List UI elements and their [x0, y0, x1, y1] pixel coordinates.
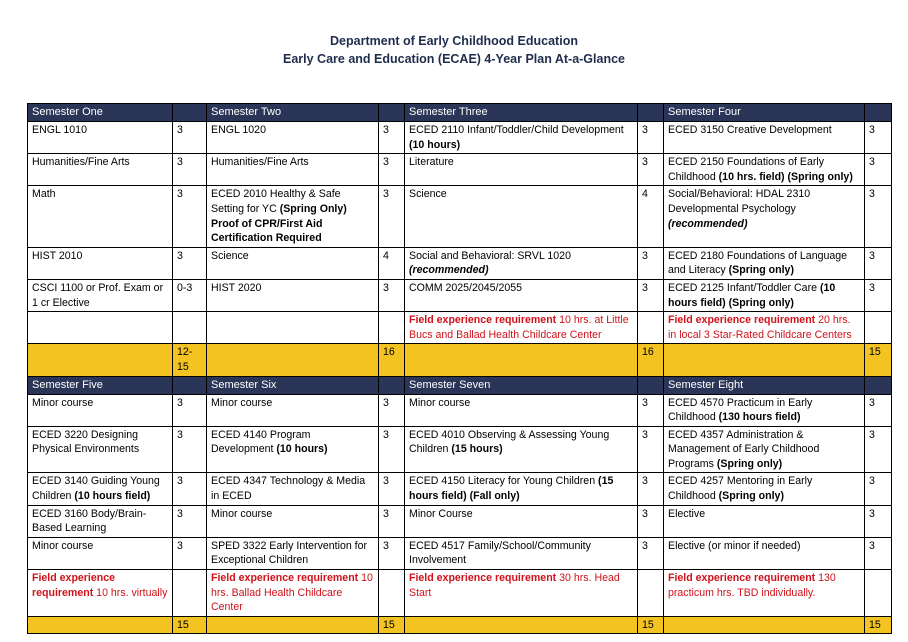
total-hours: 16 [379, 344, 405, 376]
semester-eight-header: Semester Eight [664, 376, 865, 394]
semester-header-row [28, 376, 892, 394]
credit-hours: 3 [865, 394, 892, 426]
course-cell: ECED 4357 Administration & Management of Early Childhood Programs (Spring only) [664, 426, 865, 473]
course-cell: Elective [664, 505, 865, 537]
total-hours: 15 [865, 616, 892, 634]
course-cell: Social/Behavioral: HDAL 2310 Developmental Psychology (recommended) [664, 186, 865, 247]
course-cell: Social and Behavioral: SRVL 1020 (recommended) [405, 247, 638, 279]
course-cell: COMM 2025/2045/2055 [405, 279, 638, 311]
course-cell: ECED 2125 Infant/Toddler Care (10 hours field) (Spring only) [664, 279, 865, 311]
credit-hours: 3 [173, 394, 207, 426]
credit-hours: 3 [173, 186, 207, 247]
course-cell: Science [207, 247, 379, 279]
course-cell: HIST 2010 [28, 247, 173, 279]
course-cell: Humanities/Fine Arts [207, 154, 379, 186]
course-cell: ECED 3150 Creative Development [664, 122, 865, 154]
credit-hours: 3 [379, 394, 405, 426]
credit-hours: 3 [865, 505, 892, 537]
credit-hours: 3 [173, 505, 207, 537]
credit-hours: 3 [638, 537, 664, 569]
credit-hours: 3 [379, 473, 405, 505]
course-cell: Literature [405, 154, 638, 186]
field-experience-note: Field experience requirement 20 hrs. in local 3 Star-Rated Childcare Centers [664, 312, 865, 344]
credit-hours: 3 [865, 537, 892, 569]
course-cell: Minor course [207, 505, 379, 537]
credit-hours: 3 [379, 154, 405, 186]
credit-hours: 3 [173, 426, 207, 473]
semester-three-header: Semester Three [405, 104, 638, 122]
course-cell: Minor course [28, 537, 173, 569]
course-cell: ECED 2150 Foundations of Early Childhood (10 hrs. field) (Spring only) [664, 154, 865, 186]
course-cell: ECED 3140 Guiding Young Children (10 hours field) [28, 473, 173, 505]
total-hours: 12-15 [173, 344, 207, 376]
table-row [28, 279, 892, 311]
credit-hours: 3 [173, 537, 207, 569]
course-cell: ECED 4010 Observing & Assessing Young Children (15 hours) [405, 426, 638, 473]
table-row [28, 154, 892, 186]
total-hours: 15 [638, 616, 664, 634]
course-cell: ECED 3160 Body/Brain-Based Learning [28, 505, 173, 537]
total-hours: 15 [173, 616, 207, 634]
four-year-plan-table [27, 103, 892, 634]
total-hours: 15 [865, 344, 892, 376]
field-experience-note: Field experience requirement 10 hrs. at Little Bucs and Ballad Health Childcare Center [405, 312, 638, 344]
credit-hours: 3 [865, 122, 892, 154]
field-experience-note: Field experience requirement 10 hrs. virtually [28, 570, 173, 617]
course-cell: Math [28, 186, 173, 247]
credit-hours: 3 [379, 537, 405, 569]
table-row [28, 505, 892, 537]
credit-hours: 3 [865, 279, 892, 311]
table-row [28, 122, 892, 154]
course-cell: Minor course [405, 394, 638, 426]
department-title: Department of Early Childhood Education [330, 34, 578, 48]
credit-hours: 3 [379, 505, 405, 537]
field-experience-note: Field experience requirement 10 hrs. Ballad Health Childcare Center [207, 570, 379, 617]
credit-hours: 3 [638, 154, 664, 186]
course-cell: CSCI 1100 or Prof. Exam or 1 cr Elective [28, 279, 173, 311]
credit-hours: 3 [638, 473, 664, 505]
course-cell: ECED 4517 Family/School/Community Involvement [405, 537, 638, 569]
course-cell: Minor course [28, 394, 173, 426]
table-row [28, 247, 892, 279]
table-row [28, 426, 892, 473]
table-row [28, 537, 892, 569]
course-cell: Minor course [207, 394, 379, 426]
credit-hours: 3 [865, 426, 892, 473]
table-row [28, 473, 892, 505]
total-hours: 16 [638, 344, 664, 376]
credit-hours: 4 [638, 186, 664, 247]
credit-hours: 3 [173, 122, 207, 154]
table-row [28, 186, 892, 247]
credit-hours: 3 [173, 154, 207, 186]
credit-hours: 3 [638, 394, 664, 426]
course-cell: SPED 3322 Early Intervention for Exceptional Children [207, 537, 379, 569]
credit-hours: 3 [379, 426, 405, 473]
course-cell: ENGL 1010 [28, 122, 173, 154]
semester-five-header: Semester Five [28, 376, 173, 394]
total-hours-row [28, 616, 892, 634]
credit-hours: 3 [865, 154, 892, 186]
credit-hours: 3 [638, 122, 664, 154]
field-experience-row [28, 312, 892, 344]
credit-hours: 3 [638, 247, 664, 279]
course-cell: ECED 4570 Practicum in Early Childhood (130 hours field) [664, 394, 865, 426]
field-experience-note: Field experience requirement 130 practicum hrs. TBD individually. [664, 570, 865, 617]
credit-hours: 3 [865, 473, 892, 505]
credit-hours: 3 [638, 426, 664, 473]
course-cell: ENGL 1020 [207, 122, 379, 154]
credit-hours: 3 [173, 247, 207, 279]
field-experience-note: Field experience requirement 30 hrs. Head Start [405, 570, 638, 617]
semester-one-header: Semester One [28, 104, 173, 122]
semester-four-header: Semester Four [664, 104, 865, 122]
semester-two-header: Semester Two [207, 104, 379, 122]
credit-hours: 3 [865, 186, 892, 247]
course-cell: Minor Course [405, 505, 638, 537]
plan-title: Early Care and Education (ECAE) 4-Year Plan At-a-Glance [283, 52, 625, 66]
table-row [28, 394, 892, 426]
semester-header-row [28, 104, 892, 122]
course-cell: ECED 2180 Foundations of Language and Literacy (Spring only) [664, 247, 865, 279]
credit-hours: 3 [379, 279, 405, 311]
course-cell: ECED 4347 Technology & Media in ECED [207, 473, 379, 505]
semester-seven-header: Semester Seven [405, 376, 638, 394]
course-cell: ECED 4150 Literacy for Young Children (15 hours field) (Fall only) [405, 473, 638, 505]
total-hours-row [28, 344, 892, 376]
course-cell: ECED 3220 Designing Physical Environments [28, 426, 173, 473]
credit-hours: 3 [173, 473, 207, 505]
course-cell: HIST 2020 [207, 279, 379, 311]
credit-hours: 3 [638, 279, 664, 311]
course-cell: Humanities/Fine Arts [28, 154, 173, 186]
course-cell: ECED 2110 Infant/Toddler/Child Development (10 hours) [405, 122, 638, 154]
semester-six-header: Semester Six [207, 376, 379, 394]
credit-hours: 4 [379, 247, 405, 279]
total-hours: 15 [379, 616, 405, 634]
course-cell: ECED 4140 Program Development (10 hours) [207, 426, 379, 473]
course-cell: Science [405, 186, 638, 247]
course-cell: Elective (or minor if needed) [664, 537, 865, 569]
credit-hours: 3 [379, 186, 405, 247]
course-cell: ECED 2010 Healthy & Safe Setting for YC (Spring Only) Proof of CPR/First Aid Certification Required [207, 186, 379, 247]
field-experience-row [28, 570, 892, 617]
credit-hours: 3 [379, 122, 405, 154]
credit-hours: 3 [638, 505, 664, 537]
credit-hours: 3 [865, 247, 892, 279]
course-cell: ECED 4257 Mentoring in Early Childhood (Spring only) [664, 473, 865, 505]
credit-hours: 0-3 [173, 279, 207, 311]
